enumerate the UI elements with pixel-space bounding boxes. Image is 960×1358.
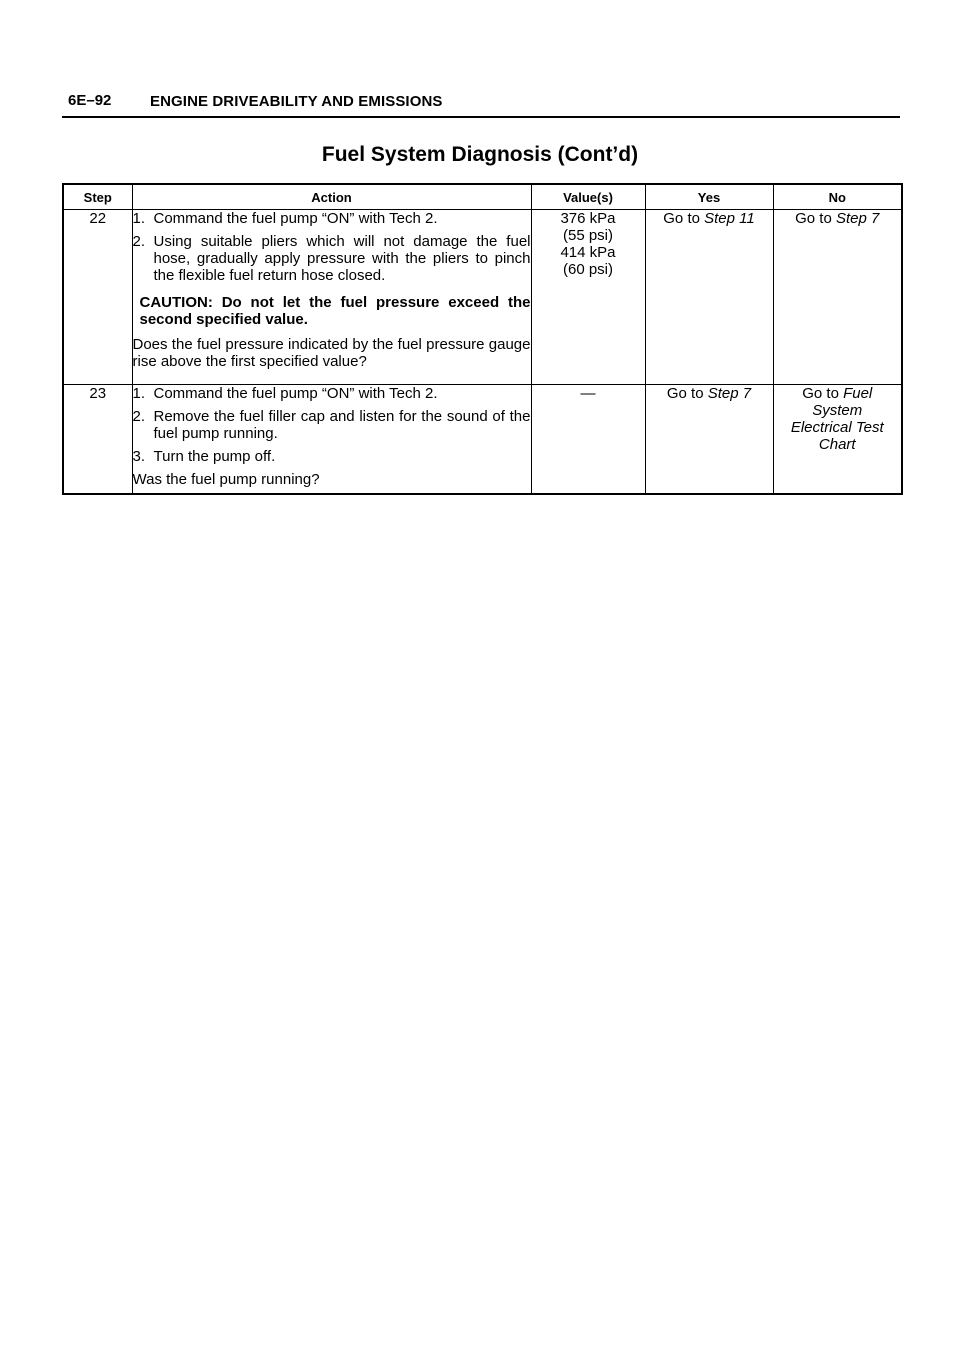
table-row	[63, 210, 902, 385]
action-item: 1. Command the fuel pump “ON” with Tech 2.	[132, 210, 438, 227]
step-reference: Step 11	[704, 210, 755, 227]
action-item: 3. Turn the pump off.	[132, 448, 276, 465]
document-title: Fuel System Diagnosis (Cont’d)	[321, 143, 639, 166]
chart-reference: Fuel	[843, 385, 873, 402]
column-header-values: Value(s)	[531, 184, 645, 210]
page-header	[62, 90, 900, 118]
action-item: 2. Using suitable pliers which will not damage the fuel hose, gradually apply pressure with the pliers to pinch the flexible fuel return hose closed.	[132, 233, 531, 284]
question-text: Does the fuel pressure indicated by the fuel pressure gauge rise above the first specified value?	[132, 336, 531, 370]
value-cell: 376 kPa (55 psi) 414 kPa (60 psi)	[531, 210, 645, 385]
section-title: ENGINE DRIVEABILITY AND EMISSIONS	[150, 93, 443, 110]
step-number: 23	[63, 385, 132, 495]
column-header-step: Step	[63, 184, 132, 210]
column-header-yes: Yes	[645, 184, 773, 210]
caution-note: CAUTION: Do not let the fuel pressure exceed the second specified value.	[139, 294, 531, 328]
value-cell: —	[531, 385, 645, 495]
action-cell	[132, 385, 531, 495]
table-header-row	[63, 184, 902, 210]
table-row	[63, 385, 902, 495]
no-cell: Go to Fuel System Electrical Test Chart	[773, 385, 902, 495]
action-item: 1. Command the fuel pump “ON” with Tech 2.	[132, 385, 438, 402]
question-text: Was the fuel pump running?	[132, 471, 320, 488]
column-header-no: No	[773, 184, 902, 210]
step-reference: Step 7	[835, 210, 880, 227]
step-reference: Step 7	[707, 385, 752, 402]
column-header-action: Action	[132, 184, 531, 210]
yes-cell: Go to Step 11	[645, 210, 773, 385]
no-cell: Go to Step 7	[773, 210, 902, 385]
yes-cell: Go to Step 7	[645, 385, 773, 495]
step-number: 22	[63, 210, 132, 385]
diagnosis-table	[62, 183, 903, 495]
page-number: 6E–92	[68, 92, 112, 109]
action-cell	[132, 210, 531, 385]
action-item: 2. Remove the fuel filler cap and listen for the sound of the fuel pump running.	[132, 408, 531, 442]
